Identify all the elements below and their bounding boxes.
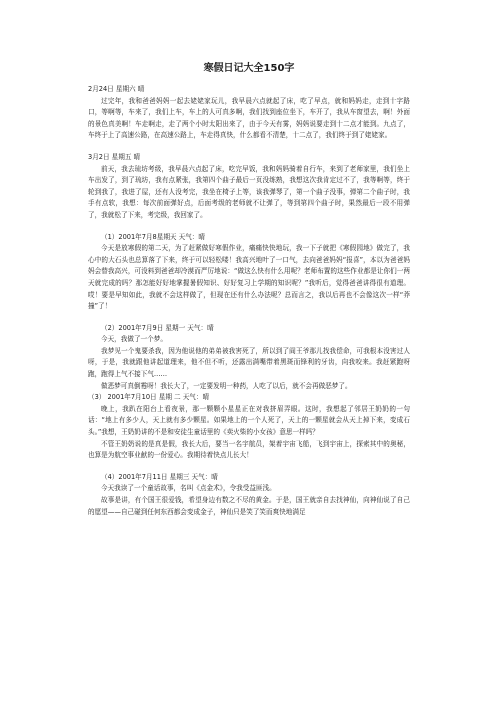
entry-date: （3） 2001年7月10日 星期 二 天气：晴 <box>88 393 210 402</box>
entry-date: （2）2001年7月9日 星期一 天气：晴 <box>101 323 214 332</box>
entry-date: 2月24日 星期六 晴 <box>88 85 145 93</box>
entry-paragraph: 我梦见一个鬼要杀我，因为他说他的弟弟被我害死了，所以到了阎王爷那儿找我偿命，可我根本没害过人呀，于是，我就跟他讲起道理来，他不但不听，还露出满嘴带着黑斑而锋利的牙齿，向我咬来。我赶紧跑呀跑，跑得上气不接下气…… <box>88 346 410 379</box>
entry-date: （4）2001年7月11日 星期三 天气：晴 <box>101 472 218 481</box>
entry-paragraph: 故事是讲，有个国王很爱钱，希望身边有数之不尽的黄金。于是，国王就亲自去找神仙，向神仙说了自己的愿望——自己碰到任何东西都会变成金子，神仙只是笑了笑而爽快地满足 <box>88 496 410 516</box>
entry-paragraph: 今天，我做了一个梦。 <box>101 335 167 344</box>
entry-paragraph: 做恶梦可真倒霉呀！我长大了，一定要发明一种药，人吃了以后，就不会再做恶梦了。 <box>101 381 352 390</box>
entry-paragraph: 前天，我去琉坊考级，我早晨六点起了床，吃完早饭，我和妈妈骑着自行车，来到了老师家里，我们坐上车出发了，到了琉坊，我有点紧张，我第四个曲子最后一页没练熟，我想这次我肯定过不了，我等啊等，终于轮到我了，我进了屋，还有人没考完，我坐在椅子上等，该我弹琴了，第一个曲子没事，弹第二个曲子时，我手有点软，我想：每次前面弹好点，后面考级的老师就不让弹了，等到第四个曲子时，果然最后一段不用弹了，我就松了下来，考完级，我回家了。 <box>88 164 410 219</box>
entry-paragraph: 晚上，我趴在阳台上看夜景，那一颗颗小星星正在对我挤眉弄眼。这时，我想起了邻居王奶奶的一句话：“地上有多少人，天上就有多少颗星。如果地上的一个人死了，天上的一颗星就会从天上掉下来，变成石头。”我想，王奶奶讲的不是和安徒生童话里的《卖火柴的小女孩》意思一样吗？ <box>88 404 410 437</box>
entry-date: （1）2001年7月8星期天 天气：晴 <box>101 232 205 241</box>
entry-paragraph: 今天是放寒假的第二天，为了赶紧做好寒假作业，痛痛快快地玩，我一下子就把《寒假园地》做完了，我心中的大石头也总算落了下来，终于可以轻松喽！我高兴地叶了一口气，去向爸爸妈妈“报喜”，本以为爸爸妈妈会替我高兴，可没料到爸爸却冷漠而严厉地说：“做这么快有什么用呢？老师布置的这些作业都是让你们一两天就完成的吗？那怎能好好地掌握暑假知识、好好复习上学期的知识呢？”我听后，觉得爸爸讲得很有道理。哎！要是早知如此，我就不会这样做了，但现在还有什么办法呢？总而言之，我以后再也不会像这次一样“莽撞”了！ <box>88 244 410 311</box>
diary-entry <box>88 472 410 518</box>
document-title: 寒假日记大全150字 <box>203 63 295 74</box>
diary-entry <box>88 84 410 142</box>
entry-paragraph: 过完年，我和爸爸妈妈一起去姥姥家玩儿，我早晨六点就起了床，吃了早点，就和妈妈走，走到十字路口，等啊等，车来了，我们上车，车上的人可真多啊，我们找到座位坐下，车开了，我从车窗望去，啊！外面的景色真美啊！车走啊走，走了两个小时太阳出来了，由于今天有雾，妈妈说要走到十二点才能到。九点了，车终于上了高速公路，在高速公路上，车走得真快，什么都看不清楚，十二点了，我们终于到了姥姥家。 <box>88 96 410 140</box>
diary-entry <box>88 152 410 222</box>
entry-paragraph: 不管王奶奶说的是真是假，我长大后，要当一名宇航员，架着宇宙飞船，飞到宇宙上，探索其中的奥秘，也算是为航空事业献的一份爱心。我期待着快点儿长大！ <box>88 439 410 460</box>
diary-entry <box>88 232 410 313</box>
diary-entry <box>88 392 410 462</box>
diary-entry <box>88 323 410 393</box>
entry-date: 3月2日 星期五 晴 <box>88 152 141 161</box>
entry-paragraph: 今天我读了一个童话故事，名叫《点金术》，令我受益匪浅。 <box>101 484 276 493</box>
